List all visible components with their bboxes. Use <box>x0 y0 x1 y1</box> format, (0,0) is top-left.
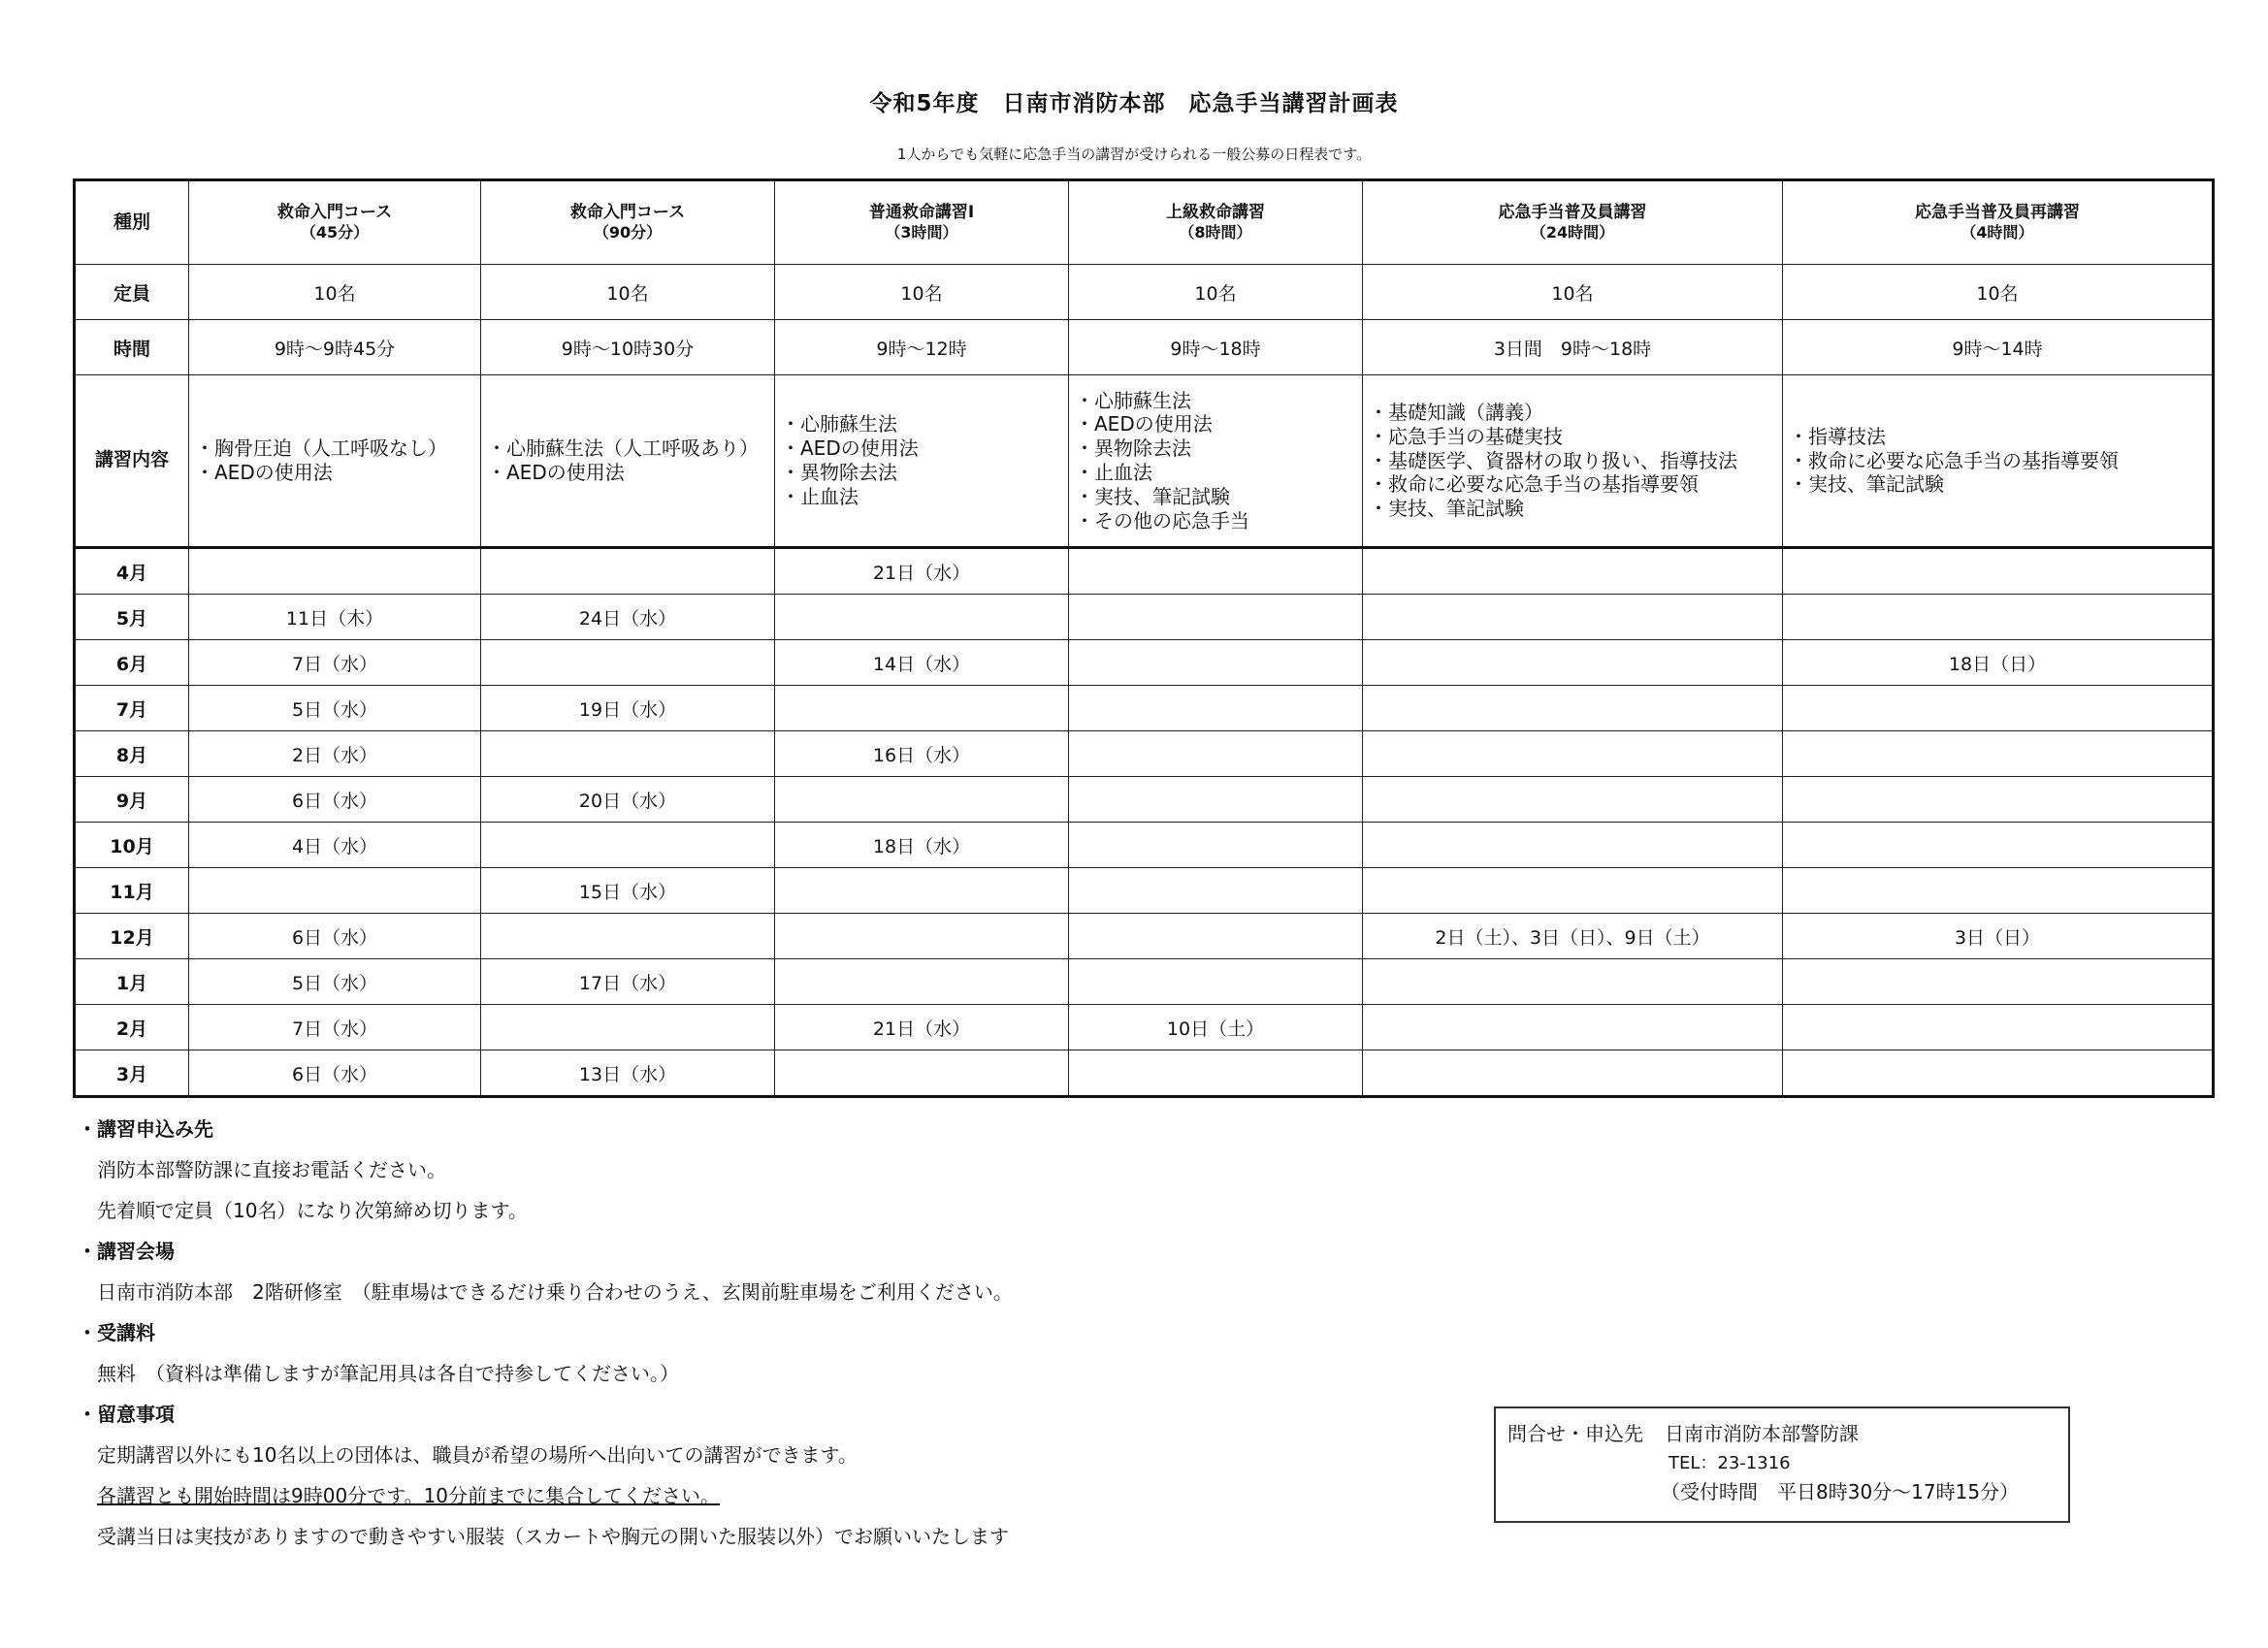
content-list <box>1069 389 1362 533</box>
date-cell: 6日（水） <box>189 1050 481 1097</box>
date-cell <box>1363 595 1783 640</box>
date-cell: 24日（水） <box>481 595 775 640</box>
date-cell <box>775 1050 1069 1097</box>
contact-label: 問合せ・申込先 <box>1507 1422 1643 1445</box>
date-cell <box>1069 731 1363 777</box>
date-cell <box>1069 959 1363 1005</box>
date-cell: 19日（水） <box>481 686 775 731</box>
contact-heading <box>1507 1418 1859 1446</box>
schedule-table <box>73 178 2215 1098</box>
course-header <box>1363 180 1783 265</box>
content-item: ・実技、筆記試験 <box>1789 472 1944 497</box>
time-row <box>75 320 2214 375</box>
course-duration: （8時間） <box>1179 223 1252 242</box>
date-cell <box>189 868 481 914</box>
content-item: ・応急手当の基礎実技 <box>1369 424 1563 448</box>
course-duration: （45分） <box>300 223 370 242</box>
content-item: ・心肺蘇生法 <box>781 412 897 436</box>
date-cell <box>1783 1050 2214 1097</box>
date-cell <box>775 868 1069 914</box>
time-cell: 9時～12時 <box>775 320 1069 375</box>
date-cell <box>481 1005 775 1050</box>
time-cell: 9時～18時 <box>1069 320 1363 375</box>
contact-tel: TEL：23-1316 <box>1669 1453 1791 1473</box>
date-cell <box>1363 823 1783 868</box>
month-label: 8月 <box>75 731 189 777</box>
date-cell <box>1363 640 1783 686</box>
schedule-row <box>75 595 2214 640</box>
date-cell: 21日（水） <box>775 548 1069 595</box>
date-cell <box>1783 1005 2214 1050</box>
month-label: 2月 <box>75 1005 189 1050</box>
content-list <box>481 436 774 485</box>
date-cell: 18日（水） <box>775 823 1069 868</box>
date-cell <box>1363 731 1783 777</box>
date-cell <box>1363 959 1783 1005</box>
content-item: ・止血法 <box>781 484 859 508</box>
capacity-row <box>75 265 2214 320</box>
month-label: 10月 <box>75 823 189 868</box>
content-list <box>1783 425 2212 497</box>
date-cell: 5日（水） <box>189 959 481 1005</box>
date-cell: 7日（水） <box>189 640 481 686</box>
date-cell: 6日（水） <box>189 914 481 959</box>
month-label: 11月 <box>75 868 189 914</box>
date-cell <box>1069 640 1363 686</box>
content-item: ・異物除去法 <box>1075 436 1191 461</box>
date-cell <box>1069 686 1363 731</box>
content-row <box>75 375 2214 548</box>
time-cell: 9時～14時 <box>1783 320 2214 375</box>
content-item: ・基礎医学、資器材の取り扱い、指導技法 <box>1369 448 1737 472</box>
content-cell <box>1783 375 2214 548</box>
caution-line-underlined: 各講習とも開始時間は9時00分です。10分前までに集合してください。 <box>97 1484 721 1507</box>
course-header <box>775 180 1069 265</box>
content-item: ・AEDの使用法 <box>487 461 625 484</box>
date-cell <box>481 548 775 595</box>
content-item: ・実技、筆記試験 <box>1075 484 1230 508</box>
course-name: 応急手当普及員講習 <box>1498 203 1647 223</box>
capacity-row-label: 定員 <box>75 265 189 320</box>
date-cell: 14日（水） <box>775 640 1069 686</box>
date-cell: 4日（水） <box>189 823 481 868</box>
schedule-row <box>75 914 2214 959</box>
fee-heading: ・受講料 <box>78 1321 155 1344</box>
capacity-cell: 10名 <box>775 265 1069 320</box>
course-name: 救命入門コース <box>569 203 686 223</box>
date-cell <box>1363 1005 1783 1050</box>
course-name: 応急手当普及員再講習 <box>1915 203 2080 223</box>
time-cell: 3日間 9時～18時 <box>1363 320 1783 375</box>
date-cell: 5日（水） <box>189 686 481 731</box>
apply-heading: ・講習申込み先 <box>78 1117 213 1141</box>
date-cell <box>1363 1050 1783 1097</box>
schedule-body <box>75 548 2214 1097</box>
date-cell <box>1783 595 2214 640</box>
date-cell: 20日（水） <box>481 777 775 823</box>
schedule-row <box>75 777 2214 823</box>
contact-hours: （受付時間 平日8時30分～17時15分） <box>1661 1480 2020 1503</box>
content-cell <box>1363 375 1783 548</box>
month-label: 3月 <box>75 1050 189 1097</box>
capacity-cell: 10名 <box>1363 265 1783 320</box>
date-cell <box>481 640 775 686</box>
course-duration: （3時間） <box>885 223 958 242</box>
date-cell <box>1069 548 1363 595</box>
content-item: ・AEDの使用法 <box>1075 412 1213 436</box>
course-header-row <box>75 180 2214 265</box>
schedule-row <box>75 959 2214 1005</box>
date-cell <box>1069 1050 1363 1097</box>
month-label: 9月 <box>75 777 189 823</box>
schedule-row <box>75 1005 2214 1050</box>
month-label: 5月 <box>75 595 189 640</box>
content-item: ・指導技法 <box>1789 424 1886 448</box>
date-cell <box>1783 959 2214 1005</box>
date-cell <box>1069 595 1363 640</box>
month-label: 12月 <box>75 914 189 959</box>
course-duration: （90分） <box>593 223 663 242</box>
capacity-cell: 10名 <box>189 265 481 320</box>
date-cell: 2日（土）、3日（日）、9日（土） <box>1363 914 1783 959</box>
schedule-row <box>75 731 2214 777</box>
venue-heading: ・講習会場 <box>78 1240 175 1263</box>
date-cell: 3日（日） <box>1783 914 2214 959</box>
date-cell <box>1783 777 2214 823</box>
date-cell: 17日（水） <box>481 959 775 1005</box>
date-cell <box>1783 823 2214 868</box>
type-row-label: 種別 <box>75 180 189 265</box>
content-item: ・AEDの使用法 <box>781 436 919 461</box>
date-cell <box>481 823 775 868</box>
contact-box <box>1494 1406 2070 1523</box>
time-row-label: 時間 <box>75 320 189 375</box>
content-item: ・救命に必要な応急手当の基指導要領 <box>1789 448 2119 472</box>
capacity-cell: 10名 <box>1783 265 2214 320</box>
course-duration: （24時間） <box>1530 223 1615 242</box>
month-label: 7月 <box>75 686 189 731</box>
date-cell: 10日（土） <box>1069 1005 1363 1050</box>
apply-line: 消防本部警防課に直接お電話ください。 <box>97 1158 446 1181</box>
content-item: ・実技、筆記試験 <box>1369 497 1524 521</box>
date-cell <box>481 731 775 777</box>
date-cell <box>1363 548 1783 595</box>
date-cell <box>775 595 1069 640</box>
date-cell: 18日（日） <box>1783 640 2214 686</box>
schedule-row <box>75 686 2214 731</box>
date-cell <box>1783 548 2214 595</box>
capacity-cell: 10名 <box>1069 265 1363 320</box>
schedule-row <box>75 548 2214 595</box>
content-row-label: 講習内容 <box>75 375 189 548</box>
fee-line: 無料 （資料は準備しますが筆記用具は各自で持参してください。） <box>97 1362 679 1385</box>
date-cell: 2日（水） <box>189 731 481 777</box>
date-cell <box>1363 777 1783 823</box>
content-item: ・基礎知識（講義） <box>1369 401 1543 424</box>
schedule-row <box>75 1050 2214 1097</box>
content-list <box>1363 401 1782 521</box>
content-item: ・心肺蘇生法（人工呼吸あり） <box>487 436 759 461</box>
content-item: ・AEDの使用法 <box>195 461 333 484</box>
date-cell: 13日（水） <box>481 1050 775 1097</box>
time-cell: 9時～10時30分 <box>481 320 775 375</box>
date-cell: 6日（水） <box>189 777 481 823</box>
content-list <box>775 412 1068 508</box>
date-cell <box>1069 914 1363 959</box>
schedule-row <box>75 868 2214 914</box>
caution-line: 受講当日は実技がありますので動きやすい服装（スカートや胸元の開いた服装以外）でお願いいたします <box>97 1525 1009 1548</box>
content-item: ・胸骨圧迫（人工呼吸なし） <box>195 436 447 461</box>
date-cell: 7日（水） <box>189 1005 481 1050</box>
course-duration: （4時間） <box>1960 223 2034 242</box>
course-header <box>481 180 775 265</box>
date-cell <box>775 914 1069 959</box>
schedule-row <box>75 640 2214 686</box>
month-label: 4月 <box>75 548 189 595</box>
page-title: 令和5年度 日南市消防本部 応急手当講習計画表 <box>869 91 1399 116</box>
date-cell <box>1363 868 1783 914</box>
content-item: ・心肺蘇生法 <box>1075 388 1191 412</box>
content-cell <box>775 375 1069 548</box>
content-item: ・止血法 <box>1075 461 1152 484</box>
month-label: 1月 <box>75 959 189 1005</box>
date-cell <box>1069 823 1363 868</box>
content-item: ・異物除去法 <box>781 461 897 484</box>
date-cell <box>1783 731 2214 777</box>
date-cell <box>775 959 1069 1005</box>
content-cell <box>481 375 775 548</box>
date-cell <box>775 686 1069 731</box>
venue-line: 日南市消防本部 2階研修室 （駐車場はできるだけ乗り合わせのうえ、玄関前駐車場をご利用ください。 <box>97 1280 1013 1304</box>
course-header <box>189 180 481 265</box>
date-cell <box>1069 777 1363 823</box>
capacity-cell: 10名 <box>481 265 775 320</box>
date-cell <box>775 777 1069 823</box>
date-cell <box>1783 868 2214 914</box>
schedule-row <box>75 823 2214 868</box>
caution-heading: ・留意事項 <box>78 1403 175 1426</box>
content-list <box>189 436 480 485</box>
page-subtitle: 1人からでも気軽に応急手当の講習が受けられる一般公募の日程表です。 <box>896 145 1372 163</box>
content-cell <box>1069 375 1363 548</box>
date-cell <box>481 914 775 959</box>
month-label: 6月 <box>75 640 189 686</box>
date-cell <box>1363 686 1783 731</box>
date-cell <box>1783 686 2214 731</box>
course-header <box>1069 180 1363 265</box>
course-name: 普通救命講習Ⅰ <box>868 203 975 223</box>
date-cell: 16日（水） <box>775 731 1069 777</box>
date-cell <box>1069 868 1363 914</box>
date-cell: 21日（水） <box>775 1005 1069 1050</box>
content-cell <box>189 375 481 548</box>
course-header <box>1783 180 2214 265</box>
caution-line: 定期講習以外にも10名以上の団体は、職員が希望の場所へ出向いての講習ができます。 <box>97 1443 858 1467</box>
contact-org: 日南市消防本部警防課 <box>1665 1422 1859 1445</box>
apply-line: 先着順で定員（10名）になり次第締め切ります。 <box>97 1199 528 1222</box>
date-cell: 15日（水） <box>481 868 775 914</box>
time-cell: 9時～9時45分 <box>189 320 481 375</box>
course-name: 救命入門コース <box>276 203 393 223</box>
course-name: 上級救命講習 <box>1166 203 1265 223</box>
content-item: ・その他の応急手当 <box>1075 508 1249 533</box>
date-cell: 11日（木） <box>189 595 481 640</box>
content-item: ・救命に必要な応急手当の基指導要領 <box>1369 472 1699 497</box>
date-cell <box>189 548 481 595</box>
